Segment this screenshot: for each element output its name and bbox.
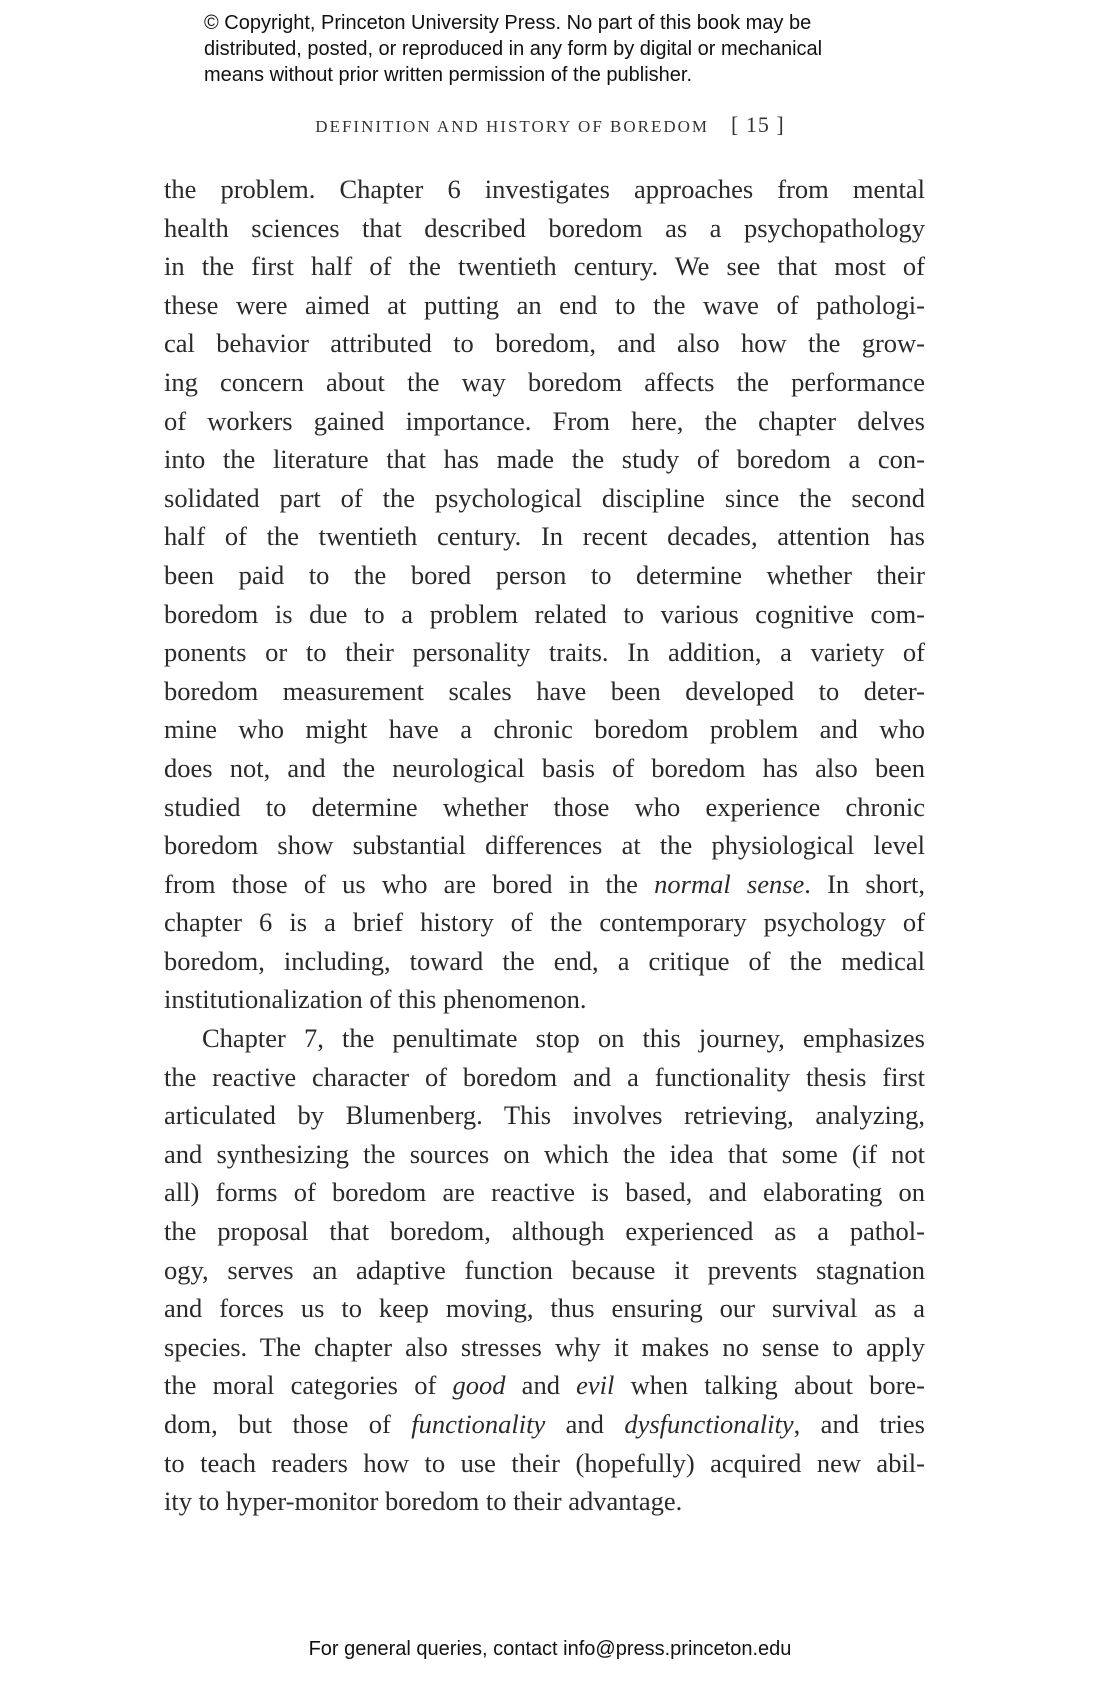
text-segment: boredom show substantial differences at the physiological level (164, 830, 925, 861)
text-line (164, 1058, 925, 1097)
text-segment: species. The chapter also stresses why it makes no sense to apply (164, 1331, 925, 1362)
text-segment: in the first half of the twentieth century. We see that most of (164, 251, 925, 282)
text-line (164, 324, 925, 363)
text-segment: the proposal that boredom, although experienced as a pathol- (164, 1216, 925, 1247)
text-segment: cal behavior attributed to boredom, and also how the grow- (164, 328, 925, 359)
text-line (164, 595, 925, 634)
text-line (164, 1019, 925, 1058)
text-line-content (164, 1135, 925, 1174)
text-segment: articulated by Blumenberg. This involves retrieving, analyzing, (164, 1100, 925, 1131)
text-segment: dom, but those of (164, 1409, 412, 1439)
text-line (164, 1328, 925, 1367)
text-line (164, 903, 925, 942)
running-head-title: DEFINITION AND HISTORY OF BOREDOM (315, 117, 710, 136)
running-head (0, 112, 1100, 138)
copyright-line: means without prior written permission of the publisher. (204, 64, 693, 86)
copyright-line: © Copyright, Princeton University Press. No part of this book may be (204, 12, 812, 34)
text-segment: been paid to the bored person to determine whether their (164, 559, 925, 590)
text-line (164, 749, 925, 788)
text-line-content (164, 209, 925, 248)
copyright-notice (204, 10, 822, 88)
text-line (164, 1444, 925, 1483)
text-segment: studied to determine whether those who experience chronic (164, 791, 925, 822)
text-line (164, 788, 925, 827)
text-segment: chapter 6 is a brief history of the contemporary psychology of (164, 907, 925, 938)
italic-text: functionality (411, 1409, 546, 1439)
text-segment: mine who might have a chronic boredom problem and who (164, 714, 925, 745)
italic-text: good (452, 1370, 506, 1401)
text-line-content (164, 286, 925, 325)
text-line-content (164, 1366, 925, 1405)
text-segment: ity to hyper-monitor boredom to their advantage. (164, 1486, 683, 1517)
text-line (164, 1135, 925, 1174)
text-line (164, 1212, 925, 1251)
text-line-content (164, 247, 925, 286)
text-line-content (164, 788, 925, 827)
text-line-content (164, 1405, 925, 1444)
text-line-content (164, 1173, 925, 1212)
text-segment: health sciences that described boredom as a psychopathology (164, 212, 925, 243)
text-segment: the reactive character of boredom and a functionality thesis first (164, 1061, 925, 1092)
text-segment: of workers gained importance. From here, the chapter delves (164, 405, 925, 436)
text-line (164, 1482, 925, 1521)
italic-text: normal sense (654, 868, 805, 899)
text-segment: when talking about bore- (614, 1370, 925, 1401)
text-segment: and (505, 1370, 577, 1401)
text-segment: and (545, 1409, 625, 1439)
text-segment: does not, and the neurological basis of boredom has also been (164, 752, 925, 783)
text-segment: ing concern about the way boredom affects the performance (164, 366, 925, 397)
text-segment: Chapter 7, the penultimate stop on this journey, emphasizes (202, 1023, 925, 1054)
text-line-content (164, 1482, 925, 1521)
text-line (164, 942, 925, 981)
text-segment: , and tries (793, 1409, 925, 1439)
text-segment: the problem. Chapter 6 investigates approaches from mental (164, 174, 925, 204)
text-line-content (164, 1251, 925, 1290)
text-line (164, 633, 925, 672)
text-line-content (164, 710, 925, 749)
text-line (164, 286, 925, 325)
text-line-content (164, 440, 925, 479)
text-line (164, 1096, 925, 1135)
footer-contact: For general queries, contact info@press.princeton.edu (308, 1638, 792, 1660)
text-line-content (164, 1096, 925, 1135)
text-line (164, 209, 925, 248)
text-line-content (164, 170, 925, 209)
text-line-content (164, 556, 925, 595)
text-segment: half of the twentieth century. In recent decades, attention has (164, 521, 925, 552)
text-segment: and synthesizing the sources on which the idea that some (if not (164, 1138, 925, 1169)
text-line (164, 1405, 925, 1444)
text-segment: boredom measurement scales have been developed to deter- (164, 675, 925, 706)
text-line (164, 710, 925, 749)
text-segment: to teach readers how to use their (hopefully) acquired new abil- (164, 1447, 925, 1478)
text-segment: boredom is due to a problem related to various cognitive com- (164, 598, 925, 629)
text-line (164, 402, 925, 441)
text-line (164, 1251, 925, 1290)
paragraph (164, 1019, 925, 1521)
text-segment: ponents or to their personality traits. In addition, a variety of (164, 637, 925, 668)
text-line (164, 672, 925, 711)
text-segment: . In short, (804, 868, 925, 899)
text-line (164, 440, 925, 479)
text-line-content (164, 1328, 925, 1367)
text-line (164, 826, 925, 865)
body-text (164, 170, 925, 1521)
text-line-content (164, 517, 925, 556)
text-line-content (164, 865, 925, 904)
text-line (164, 517, 925, 556)
text-line (164, 247, 925, 286)
copyright-line: distributed, posted, or reproduced in any form by digital or mechanical (204, 38, 823, 60)
text-segment: ogy, serves an adaptive function because it prevents stagnation (164, 1254, 925, 1285)
text-line-content (164, 1444, 925, 1483)
page-number: [ 15 ] (731, 112, 785, 137)
text-segment: solidated part of the psychological discipline since the second (164, 482, 925, 513)
text-segment: into the literature that has made the study of boredom a con- (164, 444, 925, 475)
text-line (164, 556, 925, 595)
text-line (164, 1173, 925, 1212)
text-line-content (164, 826, 925, 865)
text-segment: these were aimed at putting an end to the wave of pathologi- (164, 289, 925, 320)
text-line-content (164, 402, 925, 441)
text-line-content (164, 595, 925, 634)
text-segment: and forces us to keep moving, thus ensuring our survival as a (164, 1293, 925, 1324)
italic-text: dysfunctionality (624, 1409, 794, 1439)
text-line (164, 479, 925, 518)
text-line (164, 980, 925, 1019)
text-line (164, 363, 925, 402)
text-segment: from those of us who are bored in the (164, 868, 655, 899)
text-line-content (164, 1289, 925, 1328)
paragraph (164, 170, 925, 1019)
text-line-content (164, 749, 925, 788)
text-line (164, 170, 925, 209)
text-line-content (164, 1058, 925, 1097)
text-line-content (164, 980, 925, 1019)
text-line (164, 1289, 925, 1328)
text-line-content (164, 903, 925, 942)
text-line-content (164, 1212, 925, 1251)
text-segment: all) forms of boredom are reactive is based, and elaborating on (164, 1177, 925, 1208)
text-line-content (164, 942, 925, 981)
text-line-content (164, 672, 925, 711)
text-line-content (164, 324, 925, 363)
text-line-content (164, 1019, 925, 1058)
text-segment: the moral categories of (164, 1370, 453, 1401)
text-segment: institutionalization of this phenomenon. (164, 984, 587, 1015)
text-line (164, 865, 925, 904)
text-line-content (164, 363, 925, 402)
italic-text: evil (576, 1370, 615, 1401)
text-line (164, 1366, 925, 1405)
text-segment: boredom, including, toward the end, a critique of the medical (164, 945, 925, 976)
text-line-content (164, 479, 925, 518)
text-line-content (164, 633, 925, 672)
